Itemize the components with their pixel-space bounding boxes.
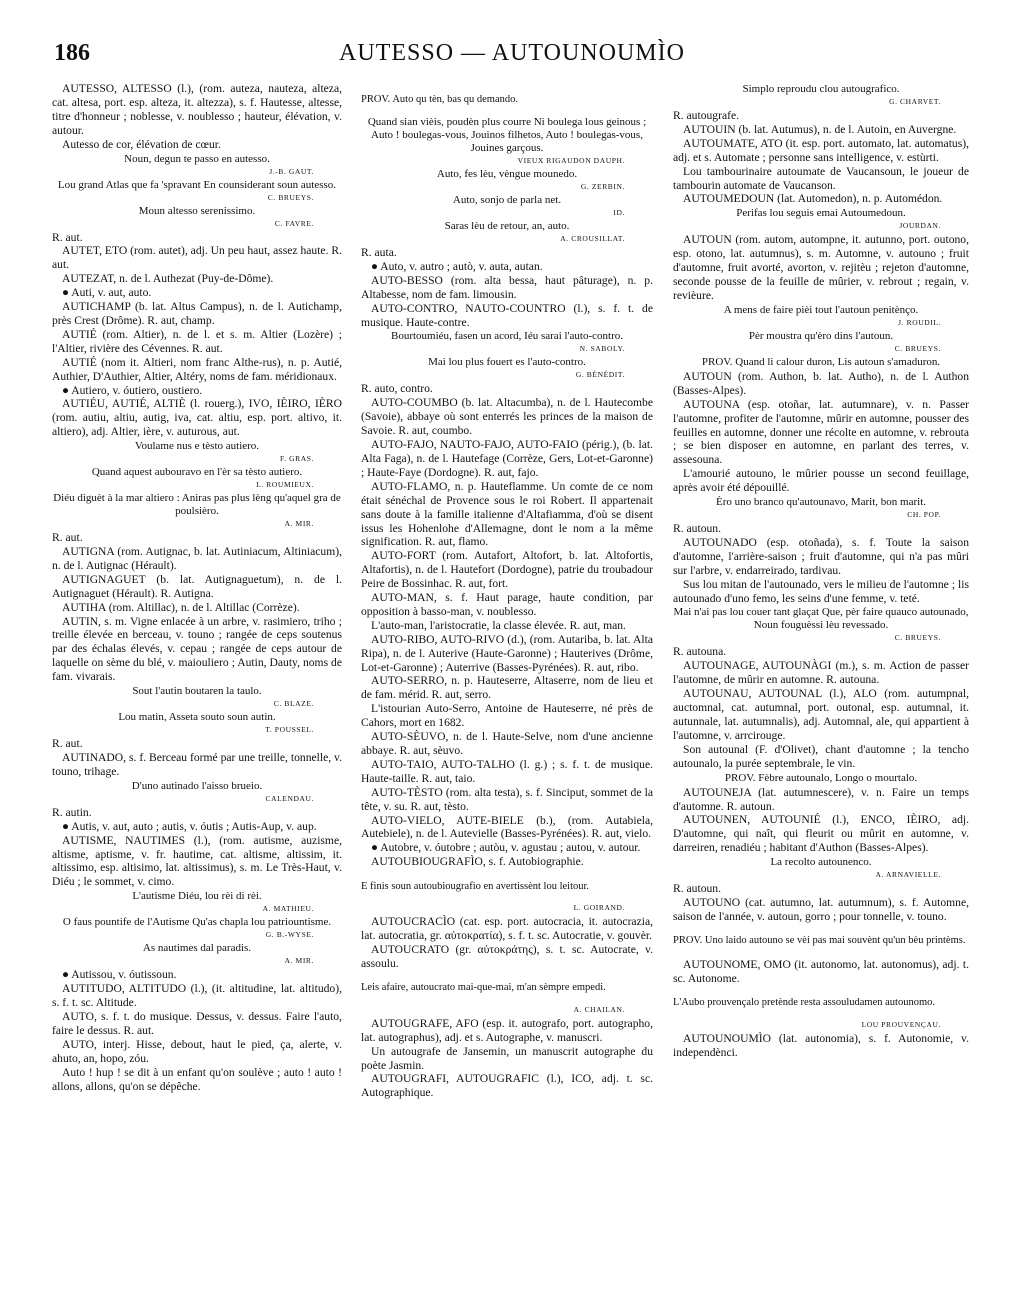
citation-source: G. BÉNÉDIT. <box>575 370 625 380</box>
dictionary-entry: AUTO-TAIO, AUTO-TALHO (l. g.) ; s. f. t. de musique. Haute-taille. R. aut, taio. <box>361 757 653 785</box>
proverb: PROV. Fèbre autounalo, Longo o mourtalo. <box>724 771 918 784</box>
citation-source: F. GRAS. <box>279 454 314 464</box>
dictionary-example: Lou tambourinaire autoumate de Vaucansoun, le joueur de tambourin automate de Vaucanson. <box>673 164 969 192</box>
dictionary-entry: AUTIGNAGUET (b. lat. Autignaguetum), n. de l. Autignaguet (Hérault). R. Autigna. <box>52 572 342 600</box>
entry-reference: R. autouna. <box>673 645 727 659</box>
dictionary-entry: AUTO, interj. Hisse, debout, haut le pied, ça, alerte, v. ahuto, an, hopo, zóu. <box>52 1037 342 1065</box>
citation-source: L. GOIRAND. <box>573 903 625 913</box>
citation-source: A. MIR. <box>284 956 314 966</box>
dictionary-example: Sus lou mitan de l'autounado, vers le milieu de l'automne ; lis autounado d'uno femo, les seins d'une femme, v. teté. <box>673 577 969 605</box>
citation-source: C. FAVRE. <box>274 218 314 228</box>
dictionary-entry: AUTO-TÈSTO (rom. alta testa), s. f. Sinciput, sommet de la tête, v. su. R. aut, tèsto. <box>361 785 653 813</box>
dictionary-entry: AUTOUCRACÌO (cat. esp. port. autocracia, it. autocrazia, lat. autocratia, gr. αὐτοκρατία), s. f. t. sc. Autocratie, v. gouvèr. <box>361 915 653 943</box>
dictionary-entry: AUTOUIN (b. lat. Autumus), n. de l. Autoin, en Auvergne. <box>683 122 957 136</box>
dictionary-entry: AUTO-FORT (rom. Autafort, Altofort, b. lat. Altofortis, Altafortis), n. de l. Hautefort (Dordogne), patrie du troubadour Peire de Bossinhac. R. aut, fort. <box>361 549 653 591</box>
dictionary-entry: AUTICHAMP (b. lat. Altus Campus), n. de l. Autichamp, près Crest (Drôme). R. aut, champ. <box>52 300 342 327</box>
citation-source: A. CROUSILLAT. <box>560 234 625 243</box>
entry-reference: R. aut. <box>52 230 83 244</box>
citation-source: T. POUSSEL. <box>265 725 314 735</box>
dictionary-example: L'auto-man, l'aristocratie, la classe élevée. R. aut, man. <box>371 618 626 632</box>
dictionary-entry: ● Autis, v. aut, auto ; autis, v. óutis ; Autis-Aup, v. aup. <box>62 819 317 833</box>
citation-source: CALENDAU. <box>265 793 314 803</box>
citation: As nautimes dal paradis. <box>142 942 252 955</box>
citation: Simplo reproudu clou autougrafico. <box>742 83 900 95</box>
dictionary-entry: AUTO-FAJO, NAUTO-FAJO, AUTO-FAIO (périg.), (b. lat. Alta Faga), n. de l. Hautefage (Corrèze, Gers, Lot-et-Garonne) ; Haute-Faye (Dordogne). R. aut, fajo. <box>361 438 653 479</box>
dictionary-example: L'amourié autouno, le mûrier pousse un second feuillage, après avoir été dépouillé. <box>673 467 969 495</box>
citation-source: A. CHAILAN. <box>573 1004 625 1014</box>
dictionary-entry: AUTOUNA (esp. otoñar, lat. autumnare), v. n. Passer l'automne, profiter de l'automne, mûrir en automne, pousser des feuilles en automne, donner une récolte en automne, v. rebrouta ; se bien disposer en automne, en parlant des terres, v. assesouna. <box>673 397 969 467</box>
citation: Moun altesso serenissimo. <box>138 204 256 217</box>
citation: Voulame nus e tèsto autiero. <box>134 440 260 453</box>
dictionary-entry: AUTOUNO (cat. autumno, lat. autumnum), s. f. Automne, saison de l'année, v. autoun, gorro ; pour tonnelle, v. touno. <box>673 896 969 923</box>
proverb: PROV. Quand li calour duron, Lis autoun s'amaduron. <box>701 355 941 368</box>
citation-source: C. BRUEYS. <box>894 343 941 353</box>
dictionary-entry: AUTOUBIOUGRAFÌO, s. f. Autobiographie. <box>371 855 584 869</box>
citation-source: JOURDAN. <box>899 221 941 231</box>
dictionary-entry: AUTEZAT, n. de l. Authezat (Puy-de-Dôme). <box>62 272 274 286</box>
citation-source: J. ROUDIL. <box>898 317 941 327</box>
dictionary-entry: AUTOUNOME, OMO (it. autonomo, lat. autonomus), adj. t. sc. Autonome. <box>673 957 969 985</box>
citation: Èro uno branco qu'autounavo, Marit, bon marit. <box>715 496 926 509</box>
citation-source: C. BRUEYS. <box>894 633 941 643</box>
dictionary-entry: AUTOUNEJA (lat. autumnescere), v. n. Faire un temps d'automne. R. autoun. <box>673 785 969 813</box>
citation-source: LOU PROUVENÇAU. <box>861 1019 941 1029</box>
citation: Quand aquest aubouravo en l'èr sa tèsto autiero. <box>91 466 303 479</box>
citation-source: C. BRUEYS. <box>267 192 314 202</box>
dictionary-entry: AUTOUGRAFI, AUTOUGRAFIC (l.), ICO, adj. t. sc. Autographique. <box>361 1072 653 1100</box>
dictionary-entry: AUTO-CONTRO, NAUTO-COUNTRO (l.), s. f. t. de musique. Haute-contre. <box>361 301 653 329</box>
proverb: PROV. Auto qu tèn, bas qu demando. <box>361 93 519 105</box>
citation-source: VIEUX RIGAUDON DAUPH. <box>517 156 625 165</box>
dictionary-entry: AUTOUMATE, ATO (it. esp. port. automato, lat. automatus), adj. et s. Automate ; personne sans intelligence, v. estùrti. <box>673 136 969 164</box>
column-left <box>52 82 342 1093</box>
dictionary-entry: AUTOUGRAFE, AFO (esp. it. autografo, port. autographo, lat. autographus), adj. et s. Autographe, v. manuscri. <box>361 1016 653 1044</box>
dictionary-example: L'istourian Auto-Serro, Antoine de Hauteserre, né près de Cahors, mort en 1682. <box>361 702 653 730</box>
citation: Sout l'autin boutaren la taulo. <box>132 685 262 698</box>
citation-source: N. SABOLY. <box>579 344 625 354</box>
dictionary-entry: AUTOUNADO (esp. otoñada), s. f. Toute la saison d'automne, l'arrière-saison ; fruit d'automne, qui n'a pas mûri sur l'arbre, v. endarreirado, tardivau. <box>673 535 969 577</box>
entry-reference: R. autougrafe. <box>673 109 739 122</box>
citation: Bourtoumiéu, fasen un acord, Iéu sarai l'auto-contro. <box>391 330 623 343</box>
dictionary-entry: AUTIGNA (rom. Autignac, b. lat. Autiniacum, Altiniacum), n. de l. Autignac (Hérault). <box>52 545 342 572</box>
dictionary-entry: AUTITUDO, ALTITUDO (l.), (it. altitudine, lat. altitudo), s. f. t. sc. Altitude. <box>52 982 342 1010</box>
dictionary-entry: AUTO-MAN, s. f. Haut parage, haute condition, par opposition à basso-man, v. noublesso. <box>361 591 653 618</box>
citation-source: C. BLAZE. <box>273 699 314 709</box>
dictionary-entry: AUTIÉ (nom it. Altieri, nom franc Althe-rus), n. p. Autié, Authier, D'Authier, Altier, Altéry, noms de fam. méridionaux. <box>52 355 342 383</box>
citation: A mens de faire pièi tout l'autoun penitènço. <box>723 303 919 316</box>
dictionary-example: Un autougrafe de Jansemin, un manuscrit autographe du poète Jasmin. <box>361 1044 653 1072</box>
entry-reference: R. autoun. <box>673 882 721 896</box>
citation-source: ID. <box>613 208 625 217</box>
citation: Perifas lou seguis emai Autoumedoun. <box>736 207 906 220</box>
citation: L'Aubo prouvençalo pretènde resta assouludamen autounomo. <box>673 997 935 1009</box>
citation: Noun, degun te passo en autesso. <box>124 152 270 165</box>
dictionary-entry: AUTO-VIELO, AUTE-BIELE (b.), (rom. Autabiela, Autebiele), n. de l. Autevielle (Basses-Pyrénées). R. aut, vielo. <box>361 813 653 841</box>
citation: Lou grand Atlas que fa 'spravant En counsiderant soun autesso. <box>57 178 337 191</box>
citation-source: G. ZERBIN. <box>580 182 625 191</box>
dictionary-entry: AUTINADO, s. f. Berceau formé par une treille, tonnelle, v. touno, trihage. <box>52 751 342 778</box>
citation: Auto, fes lèu, vèngue mounedo. <box>436 168 578 180</box>
citation: O faus pountife de l'Autisme Qu'as chapla lou patriountisme. <box>62 916 332 929</box>
dictionary-entry: AUTIÉ (rom. Altier), n. de l. et s. m. Altier (Lozère) ; l'Altier, rivière des Cévennes. R. aut. <box>52 327 342 355</box>
dictionary-entry: ● Autissou, v. óutissoun. <box>62 968 177 982</box>
citation: Mai n'ai pas lou couer tant glaçat Que, pèr faire quauco autounado, Noun fouguèssi lèu revessado. <box>673 606 969 632</box>
dictionary-entry: ● Autiero, v. óutiero, oustiero. <box>62 383 203 397</box>
entry-reference: R. auto, contro. <box>361 382 433 396</box>
dictionary-entry: AUTIHA (rom. Altillac), n. de l. Altillac (Corrèze). <box>62 600 300 614</box>
citation: D'uno autinado l'aisso brueio. <box>131 779 263 792</box>
dictionary-entry: ● Auto, v. autro ; autò, v. auta, autan. <box>371 259 543 273</box>
dictionary-entry: ● Auti, v. aut, auto. <box>62 286 152 300</box>
running-title: AUTESSO — AUTOUNOUMÌO <box>339 40 685 66</box>
column-right <box>673 82 969 1060</box>
citation-source: G. CHARVET. <box>889 97 941 106</box>
citation: Leis afaire, autoucrato mai-que-mai, m'an sèmpre empedi. <box>361 982 606 994</box>
dictionary-entry: AUTOUCRATO (gr. αὐτοκράτης), s. t. sc. Autocrate, v. assoulu. <box>361 942 653 970</box>
dictionary-example: Son autounal (F. d'Olivet), chant d'automne ; la tencho autounalo, la purée septembrale, le vin. <box>673 742 969 770</box>
citation-source: A. MATHIEU. <box>262 904 314 914</box>
dictionary-entry: AUTO, s. f. t. do musique. Dessus, v. dessus. Faire l'auto, faire le dessus. R. aut. <box>52 1009 342 1037</box>
citation: Mai lou plus fouert es l'auto-contro. <box>428 356 586 369</box>
citation: Lou matin, Asseta souto soun autin. <box>118 711 276 724</box>
entry-reference: R. aut. <box>52 531 83 545</box>
dictionary-example: Auto ! hup ! se dit à un enfant qu'on soulève ; auto ! auto ! allons, allons, qu'on se dépêche. <box>52 1065 342 1093</box>
dictionary-entry: AUTO-SERRO, n. p. Hauteserre, Altaserre, nom de lieu et de fam. mérid. R. aut, serro. <box>361 674 653 702</box>
dictionary-entry: AUTO-RIBO, AUTO-RIVO (d.), (rom. Autariba, b. lat. Alta Ripa), n. de l. Auterive (Haute-Garonne) ; Hauterives (Drôme, Lot-et-Garonne) ; Auterrive (Basses-Pyrénées). R. aut, ribo. <box>361 632 653 674</box>
dictionary-example: Autesso de cor, élévation de cœur. <box>62 137 221 151</box>
dictionary-entry: AUTOUN (rom. Authon, b. lat. Autho), n. de l. Authon (Basses-Alpes). <box>673 369 969 397</box>
citation-source: CH. POP. <box>907 510 941 520</box>
citation-source: G. B.-WYSE. <box>265 930 314 940</box>
dictionary-entry: AUTOUNEN, AUTOUNIÉ (l.), ENCO, IÈIRO, adj. D'automne, qui naît, qui fleurit ou mûrit en automne, v. darreiren, renadiéu ; habitant d'Authon (Basses-Alpes). <box>673 813 969 855</box>
citation: Saras lèu de retour, an, auto. <box>444 220 570 232</box>
dictionary-entry: AUTOUN (rom. autom, autompne, it. autunno, port. outono, esp. otono, lat. autumnus), s. m. Automne, v. autouno ; fruit d'automne, fruit avorté, avorton, v. rejitèu ; rejeton d'automne, seconde pousse de la feuille de mûrier, v. rebrout ; regain, v. revièure. <box>673 233 969 302</box>
entry-reference: R. aut. <box>52 737 83 751</box>
citation: Pèr moustra qu'èro dins l'autoun. <box>748 329 894 342</box>
citation: La recolto autounenco. <box>770 856 872 869</box>
dictionary-entry: AUTO-BESSO (rom. alta bessa, haut pâturage), n. p. Altabesse, nom de fam. limousin. <box>361 273 653 301</box>
dictionary-entry: AUTOUNAGE, AUTOUNÀGI (m.), s. m. Action de passer l'automne, de mûrir en automne. R. autouna. <box>673 659 969 687</box>
page-number: 186 <box>54 40 90 66</box>
dictionary-entry: AUTO-FLAMO, n. p. Hauteflamme. Un comte de ce nom était sénéchal de Provence sous le roi Robert. Il appartenait sans doute à la famille italienne d'Altafiamma, d'où se disent issus les Hohenlohe d'Allemagne, dont le nom a la même signification. R. aut, flamo. <box>361 479 653 549</box>
dictionary-entry: AUTOUNAU, AUTOUNAL (l.), ALO (rom. autumpnal, auctomnal, cat. autumnal, port. outonal, esp. autumnal, it. autunnale, lat. autumnalis), adj. Automnal, ale, qui appartient à l'automne, v. arrcirouge. <box>673 687 969 742</box>
dictionary-entry: AUTIÉU, AUTIÉ, ALTIÈ (l. rouerg.), IVO, IÈIRO, IÈRO (rom. autiu, altiu, autig, iva, cat. altiu, esp. port. altivo, it. altiero), adj. Altier, ière, v. auturous, aut. <box>52 397 342 439</box>
citation: Diéu diguèt à la mar altiero : Aniras pas plus lèng qu'aquel gra de poulsièro. <box>53 492 341 518</box>
citation-source: A. MIR. <box>284 519 314 529</box>
dictionary-entry: AUTIN, s. m. Vigne enlacée à un arbre, v. rasimiero, triho ; treille élevée en berceau, v. touno ; rangée de ceps soutenus par des échalas élevés, v. cepau ; rangée de ceps autour de laquelle on sème du blé, v. maiouliero ; Autin, Dauty, noms de fam. vivarais. <box>52 614 342 684</box>
citation: E finis soun autoubiougrafìo en avertissènt lou leitour. <box>361 880 590 892</box>
citation-source: A. ARNAVIELLE. <box>875 870 941 880</box>
citation-source: L. ROUMIEUX. <box>256 480 314 490</box>
citation-source: J.-B. GAUT. <box>269 166 314 176</box>
column-middle <box>361 82 653 1100</box>
dictionary-entry: AUTESSO, ALTESSO (l.), (rom. auteza, nauteza, alteza, cat. altesa, port. esp. alteza, it. altezza), s. f. Hautesse, altesse, titre d'honneur ; noblesse, v. noublesso ; hauteur, élévation, v. autour. <box>52 82 342 137</box>
citation: Quand sian vièis, poudèn plus courre Ni boulega lous geinous ; Auto ! boulegas-vous, Jouinos filhetos, Auto ! boulegas-vous, Jouines garçous. <box>367 116 647 154</box>
entry-reference: R. autin. <box>52 805 92 819</box>
dictionary-entry: AUTOUMEDOUN (lat. Automedon), n. p. Automédon. <box>683 192 943 206</box>
entry-reference: R. auta. <box>361 246 397 259</box>
citation: L'autisme Diéu, lou rèi di rèi. <box>132 890 262 903</box>
dictionary-entry: AUTO-COUMBO (b. lat. Altacumba), n. de l. Hautecombe (Savoie), abbaye où sont enterrés les princes de la maison de Savoie. R. aut, coumbo. <box>361 396 653 438</box>
dictionary-entry: AUTET, ETO (rom. autet), adj. Un peu haut, assez haute. R. aut. <box>52 244 342 272</box>
proverb: PROV. Uno laido autouno se vèi pas mai souvènt qu'un bèu printèms. <box>673 935 966 947</box>
entry-reference: R. autoun. <box>673 522 721 536</box>
dictionary-entry: AUTISME, NAUTIMES (l.), (rom. autisme, auzisme, altisme, aptisme, v. fr. hautime, cat. altisme, altissim, it. altissimo, esp. altisimo, lat. altissimus), s. m. Le Très-Haut, v. Diéu ; le sommet, v. cimo. <box>52 833 342 889</box>
dictionary-entry: AUTOUNOUMÌO (lat. autonomia), s. f. Autonomie, v. independènci. <box>673 1031 969 1059</box>
dictionary-entry: ● Autobre, v. óutobre ; autòu, v. agustau ; autou, v. autour. <box>371 841 641 855</box>
citation: Auto, sonjo de parla net. <box>452 194 562 206</box>
dictionary-entry: AUTO-SÈUVO, n. de l. Haute-Selve, nom d'une ancienne abbaye. R. aut, sèuvo. <box>361 730 653 757</box>
